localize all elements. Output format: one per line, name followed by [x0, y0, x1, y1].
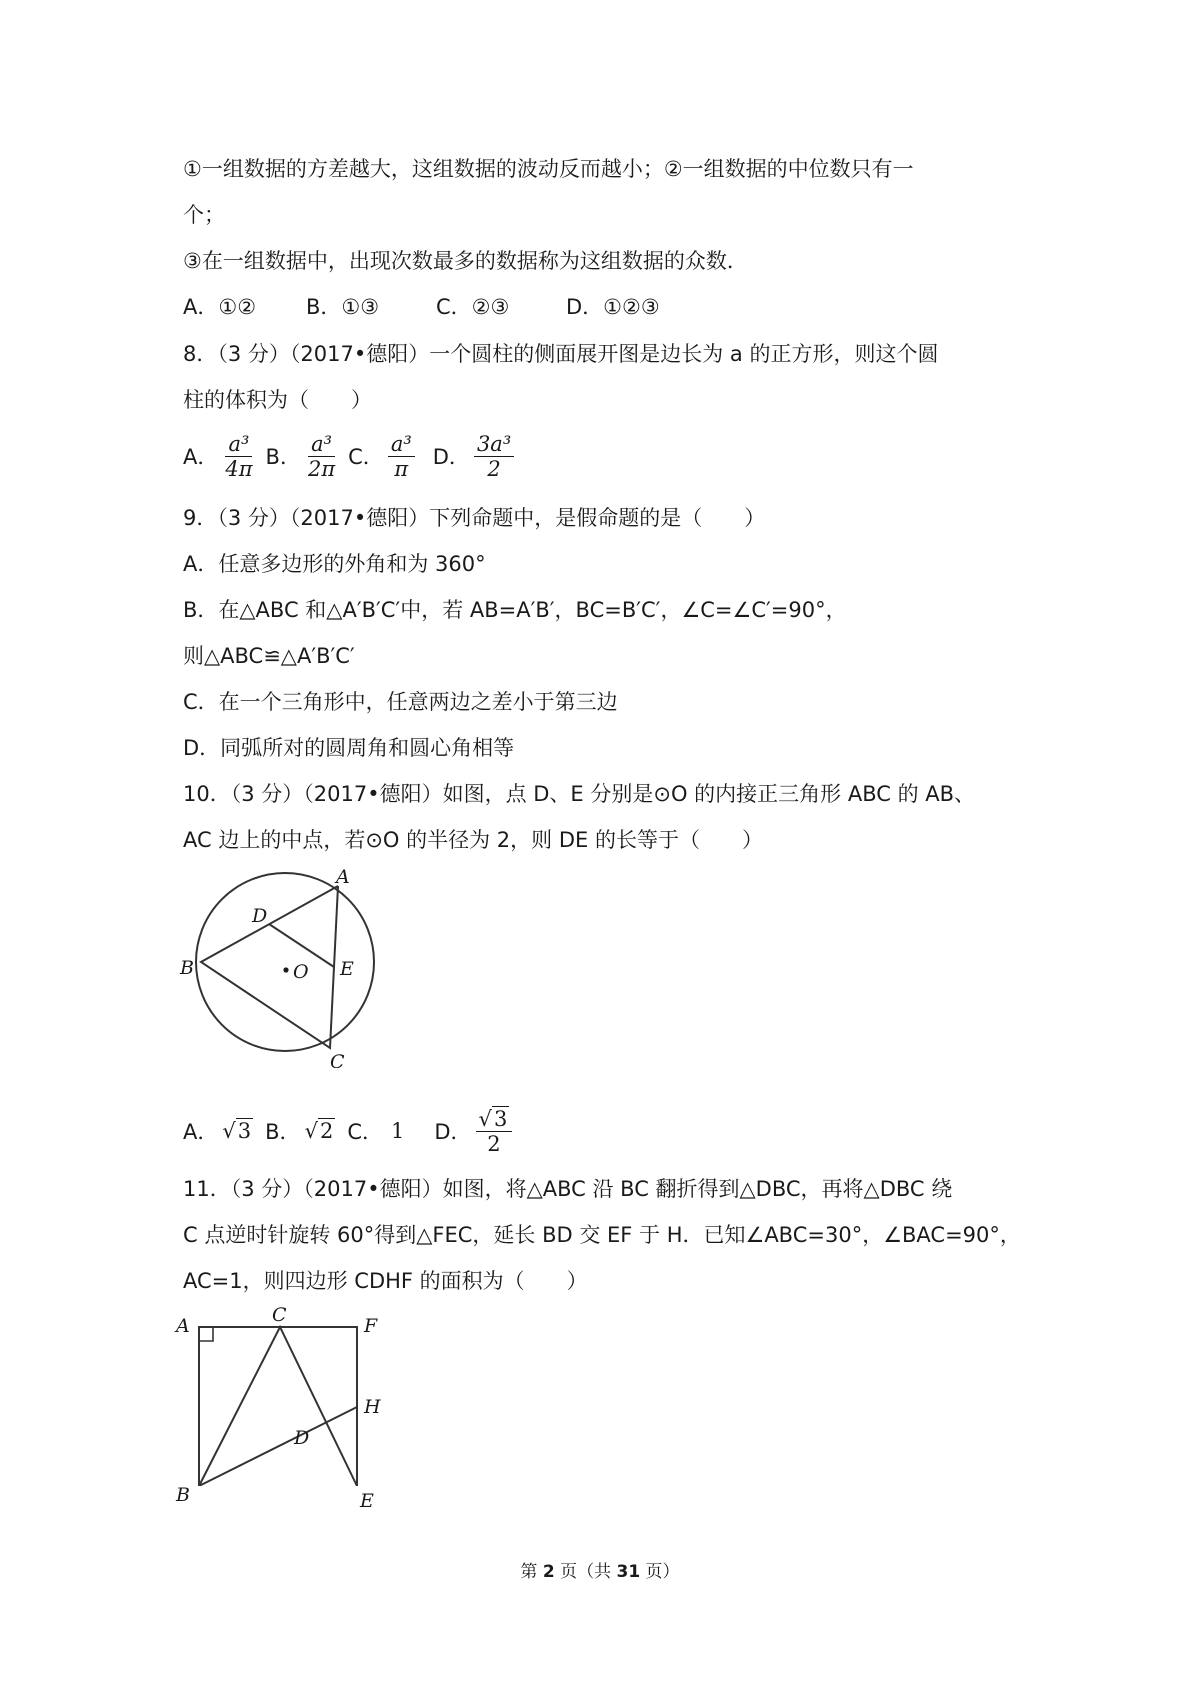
q10-d-numerator: √3	[476, 1107, 513, 1132]
q8-option-d-fraction	[474, 432, 514, 481]
q8-d-denominator: 2	[487, 456, 501, 481]
q8-option-b-label: B．	[265, 445, 301, 469]
q9-option-b-line1: B．在△ABC 和△A′B′C′中，若 AB=A′B′，BC=B′C′，∠C=∠C′=90°，	[183, 598, 847, 622]
footer-suffix: 页）	[640, 1562, 680, 1582]
q7-option-b: B．①③	[306, 295, 380, 319]
footer-total-pages: 31	[616, 1562, 641, 1582]
q9-option-b-line2: 则△ABC≌△A′B′C′	[183, 644, 355, 668]
q7-option-d: D．①②③	[566, 295, 660, 319]
q10-option-b-label: B．	[265, 1120, 301, 1144]
triangles-abc-fec	[199, 1327, 357, 1486]
label-c: C	[272, 1307, 287, 1326]
q10-b-radicand: 2	[319, 1119, 334, 1143]
q9-option-d: D．同弧所对的圆周角和圆心角相等	[183, 736, 515, 760]
q10-option-c-label: C．	[347, 1120, 383, 1144]
q10-stem-line2: AC 边上的中点，若⊙O 的半径为 2，则 DE 的长等于（ ）	[183, 828, 763, 852]
rectangle-abef	[199, 1327, 357, 1497]
q8-option-a-label: A．	[183, 445, 219, 469]
q8-stem-line1: 8．（3 分）（2017•德阳）一个圆柱的侧面展开图是边长为 a 的正方形，则这个圆	[183, 342, 939, 366]
q10-options	[183, 1102, 516, 1160]
q8-options	[183, 428, 518, 484]
label-d: D	[294, 1427, 310, 1449]
q8-option-c-label: C．	[348, 445, 384, 469]
q10-d-denominator: 2	[487, 1131, 501, 1156]
q9-option-a: A．任意多边形的外角和为 360°	[183, 552, 486, 576]
q8-a-denominator: 4π	[225, 456, 253, 481]
label-b: B	[176, 1484, 190, 1506]
q11-stem-line1: 11．（3 分）（2017•德阳）如图，将△ABC 沿 BC 翻折得到△DBC，再将△DBC 绕	[183, 1177, 953, 1201]
segment-bh	[199, 1407, 357, 1486]
q10-option-b-sqrt: √2	[304, 1119, 334, 1143]
label-h: H	[364, 1396, 381, 1418]
q8-option-a-fraction	[222, 432, 255, 481]
q8-c-numerator: a³	[388, 432, 415, 457]
q10-option-a-sqrt: √3	[222, 1119, 252, 1143]
q10-option-a-label: A．	[183, 1120, 219, 1144]
q8-c-denominator: π	[394, 456, 409, 481]
q10-circle-figure	[172, 868, 402, 1068]
q8-b-denominator: 2π	[307, 456, 336, 481]
q8-stem-line2: 柱的体积为（ ）	[183, 388, 372, 412]
q11-stem-line2: C 点逆时针旋转 60°得到△FEC，延长 BD 交 EF 于 H．已知∠ABC=30°，∠BAC=90°，	[183, 1223, 1021, 1247]
label-a: A	[176, 1315, 190, 1337]
q10-d-radicand: 3	[493, 1106, 508, 1131]
q10-a-radicand: 3	[237, 1119, 252, 1143]
q7-statements-line2: 个；	[183, 203, 225, 227]
q8-option-d-label: D．	[432, 445, 470, 469]
q7-options	[183, 292, 660, 322]
q10-option-c-value: 1	[391, 1119, 405, 1143]
q10-option-d-label: D．	[434, 1120, 472, 1144]
q10-option-d-fraction	[476, 1107, 513, 1156]
label-a: A	[336, 868, 350, 888]
label-b: B	[180, 957, 194, 979]
q8-d-numerator: 3a³	[474, 432, 514, 457]
q7-option-c: C．②③	[436, 295, 510, 319]
q9-stem: 9．（3 分）（2017•德阳）下列命题中，是假命题的是（ ）	[183, 506, 766, 530]
footer-prefix: 第	[520, 1562, 543, 1582]
q7-statements-line1: ①一组数据的方差越大，这组数据的波动反而越小；②一组数据的中位数只有一	[183, 157, 914, 181]
q7-statements-line3: ③在一组数据中，出现次数最多的数据称为这组数据的众数．	[183, 249, 748, 273]
q7-option-a: A．①②	[183, 295, 257, 319]
footer-page-number: 2	[542, 1562, 555, 1582]
label-f: F	[364, 1315, 378, 1337]
center-point-o	[283, 967, 288, 972]
q11-stem-line3: AC=1，则四边形 CDHF 的面积为（ ）	[183, 1269, 588, 1293]
label-e: E	[360, 1490, 374, 1512]
q10-stem-line1: 10．（3 分）（2017•德阳）如图，点 D、E 分别是⊙O 的内接正三角形 ABC 的 AB、	[183, 782, 976, 806]
label-d: D	[252, 905, 268, 927]
q9-option-c: C．在一个三角形中，任意两边之差小于第三边	[183, 690, 618, 714]
q8-option-c-fraction	[388, 432, 415, 481]
page-footer	[0, 1557, 1200, 1582]
q11-fold-figure	[168, 1307, 418, 1517]
label-c: C	[330, 1051, 345, 1068]
footer-middle: 页（共	[554, 1562, 617, 1582]
q8-a-numerator: a³	[225, 432, 252, 457]
q8-b-numerator: a³	[308, 432, 335, 457]
right-angle-mark	[199, 1327, 213, 1341]
q8-option-b-fraction	[305, 432, 338, 481]
label-e: E	[340, 958, 354, 980]
label-o: O	[293, 961, 309, 983]
